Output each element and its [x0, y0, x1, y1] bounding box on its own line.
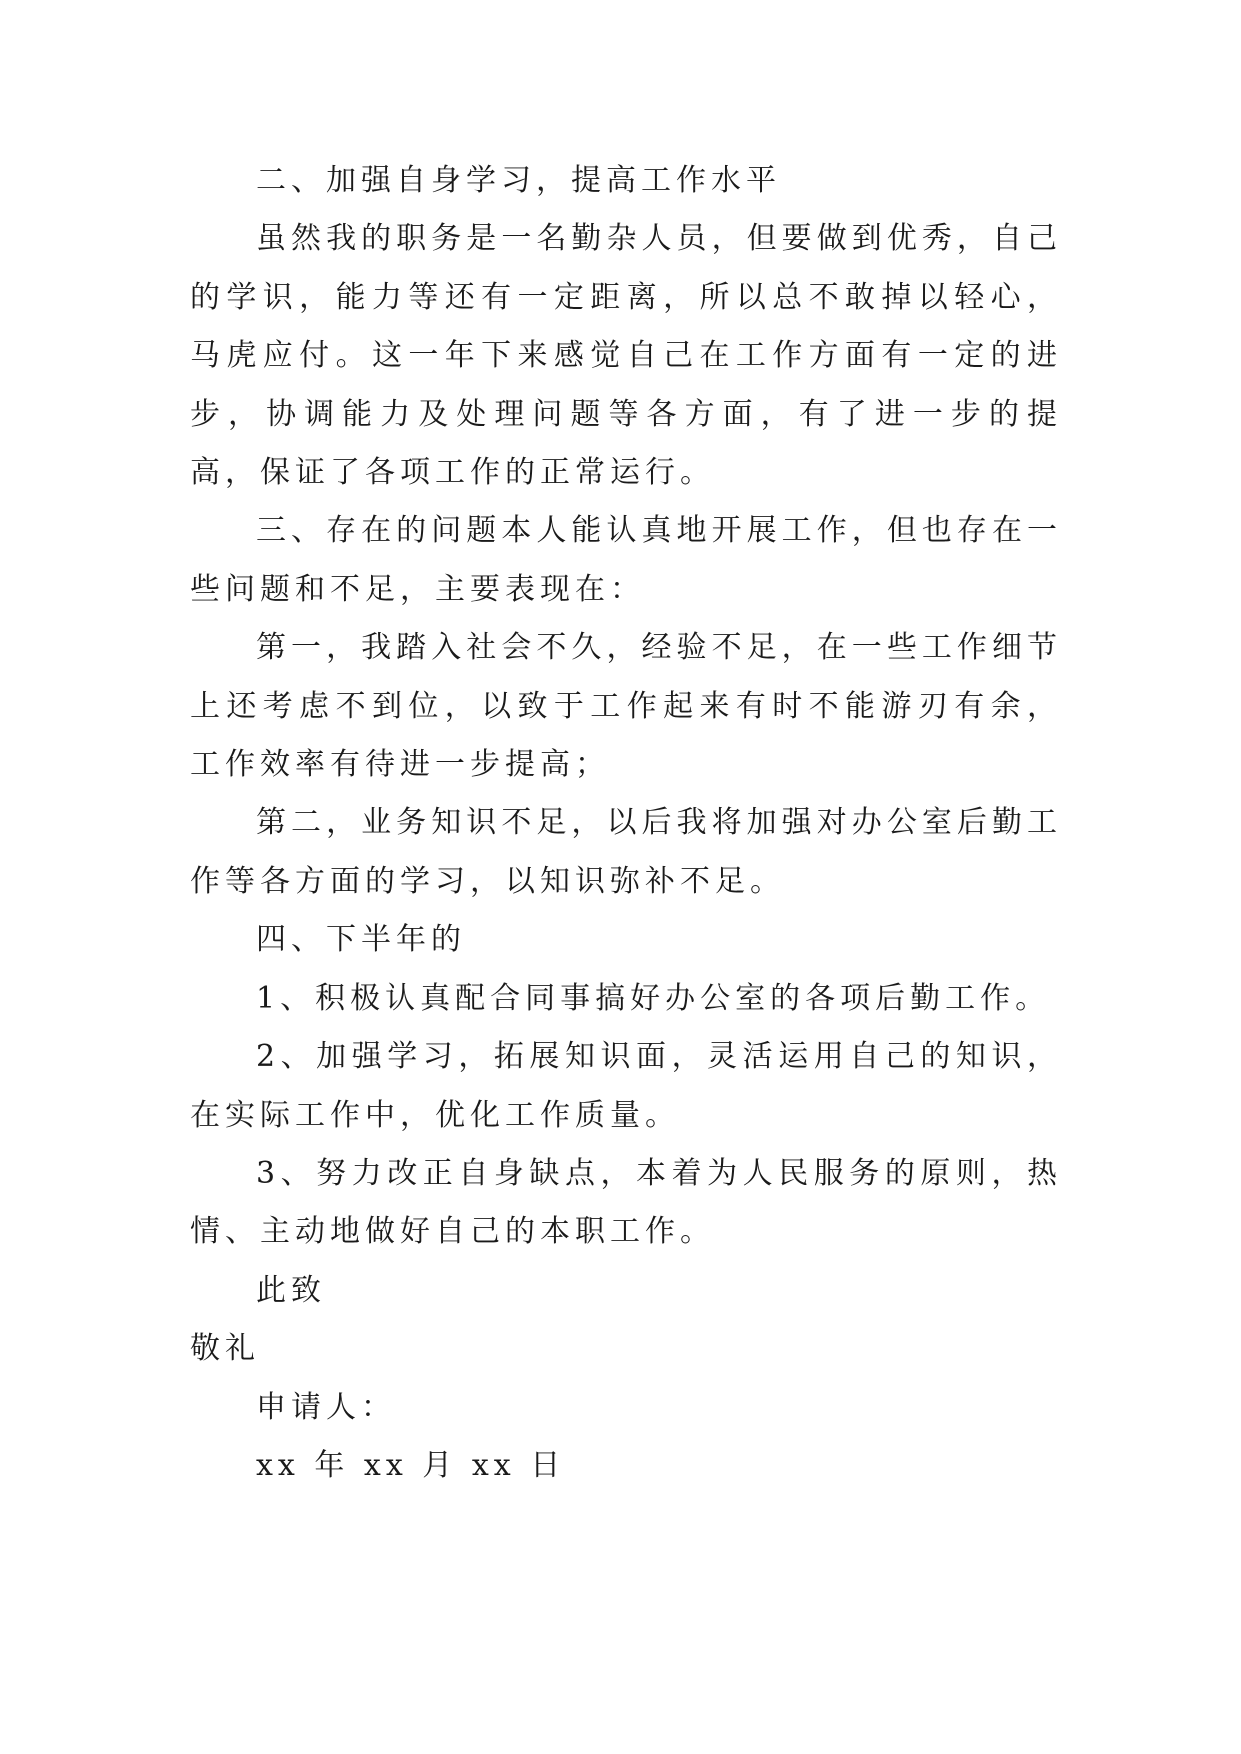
document-body	[190, 152, 1062, 1495]
section-heading-problems: 三、存在的问题本人能认真地开展工作，但也存在一些问题和不足，主要表现在：	[190, 513, 1062, 607]
closing-regards: 敬礼	[190, 1331, 260, 1367]
plan-item-2: 2、加强学习，拓展知识面，灵活运用自己的知识，在实际工作中，优化工作质量。	[190, 1039, 1062, 1133]
problem-item-1: 第一，我踏入社会不久，经验不足，在一些工作细节上还考虑不到位，以致于工作起来有时不能游刃有余，工作效率有待进一步提高；	[190, 630, 1062, 783]
self-study-paragraph: 虽然我的职务是一名勤杂人员，但要做到优秀，自己的学识，能力等还有一定距离，所以总不敢掉以轻心，马虎应付。这一年下来感觉自己在工作方面有一定的进步，协调能力及处理问题等各方面，有了进一步的提高，保证了各项工作的正常运行。	[190, 221, 1062, 491]
section-heading-plan: 四、下半年的	[256, 922, 466, 958]
section-heading-self-study: 二、加强自身学习，提高工作水平	[256, 163, 781, 198]
closing-salutation: 此致	[256, 1272, 326, 1308]
plan-item-3: 3、努力改正自身缺点，本着为人民服务的原则，热情、主动地做好自己的本职工作。	[190, 1155, 1062, 1250]
applicant-label: 申请人：	[256, 1389, 396, 1425]
plan-item-1: 1、积极认真配合同事搞好办公室的各项后勤工作。	[256, 980, 1051, 1016]
date-line: xx 年 xx 月 xx 日	[256, 1447, 566, 1483]
problem-item-2: 第二，业务知识不足，以后我将加强对办公室后勤工作等各方面的学习，以知识弥补不足。	[190, 805, 1062, 899]
